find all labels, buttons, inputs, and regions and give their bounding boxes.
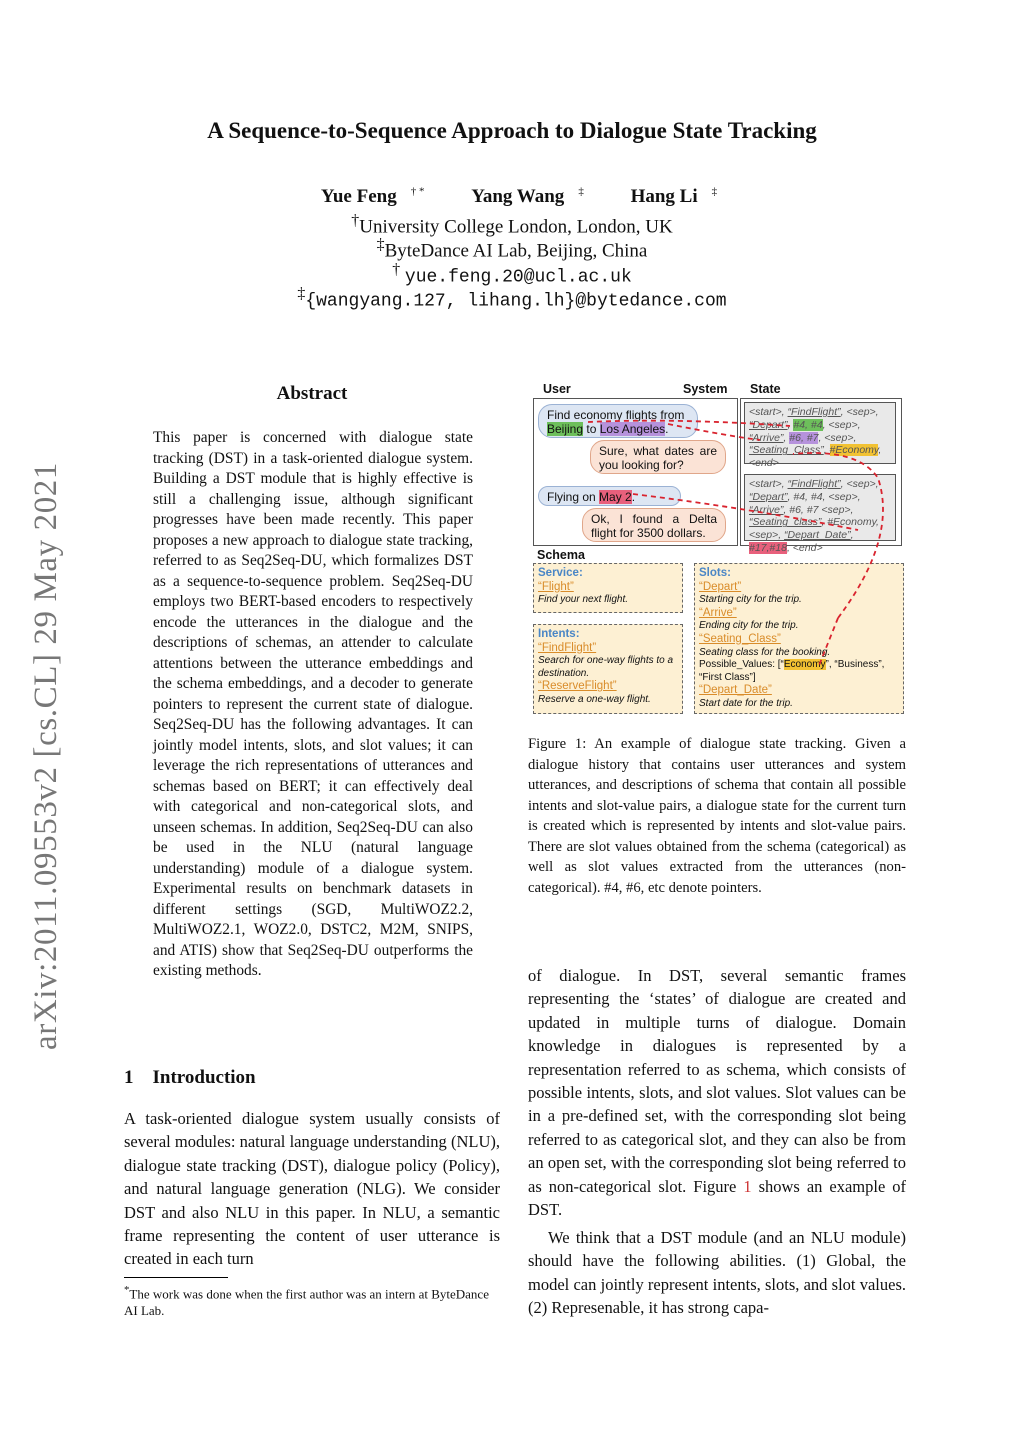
abstract-heading: Abstract [276, 383, 348, 404]
fig-header-user: User [543, 382, 571, 396]
system-utterance-2: Ok, I found a Delta flight for 3500 dollars. [582, 508, 726, 542]
intro-paragraph-2: We think that a DST module (and an NLU module) should have the following abilities. (1) Global, the model can jointly represent intents, slots, and slot values. (2) Represenable, it has strong capa- [528, 1228, 906, 1318]
footnote-rule [124, 1277, 228, 1278]
schema-intents: Intents: “FindFlight” Search for one-way flights to a destination. “ReserveFlight” Reserve a one-way flight. [533, 624, 683, 714]
author: Yang Wang ‡ [471, 186, 584, 208]
fig-header-schema: Schema [537, 548, 585, 562]
abstract-text: This paper is concerned with dialogue state tracking (DST) in a task-oriented dialogue system. Building a DST module that is highly effective is still a challenging issue, although significant progresses have been made recently. This paper proposes a new approach to dialogue state tracking, referred to as Seq2Seq-DU, which formalizes DST as a sequence-to-sequence problem. Seq2Seq-DU employs two BERT-based encoders to respectively encode the utterances in the dialogue and the descriptions of schemas, an attender to calculate attentions between the utterance embeddings and the schema embeddings, and a decoder to generate pointers to represent the current state of dialogue. Seq2Seq-DU has the following advantages. It can jointly model intents, slots, and slot values; it can leverage the rich representations of utterances and schemas based on BERT; it can effectively deal with categorical and non-categorical slots, and unseen schemas. In addition, Seq2Seq-DU can also be used in the NLU (natural language understanding) module of a dialogue system. Experimental results on benchmark datasets in different settings (SGD, MultiWOZ2.2, MultiWOZ2.1, WOZ2.0, DSTC2, M2M, SNIPS, and ATIS) show that Seq2Seq-DU outperforms the existing methods. [153, 429, 473, 979]
arrow-date [633, 494, 858, 530]
author: Hang Li ‡ [630, 186, 718, 208]
pointer-arrows [528, 378, 908, 718]
state-turn-2: <start>, “FindFlight”, <sep>, “Depart”, #4, #4, <sep>, “Arrive”, #6, #7 <sep>, “Seating_class”, #Economy, <sep>, “Depart_Date”, #17,#18, <end> [744, 474, 896, 541]
figure-reference-link[interactable]: 1 [743, 1176, 752, 1196]
fig-header-system: System [683, 382, 728, 396]
figure-1 [528, 378, 908, 718]
arrow-economy-tail [818, 618, 838, 668]
state-turn-1: <start>, “FindFlight”, <sep>, “Depart”, #4, #4, <sep>, “Arrive”, #6, #7, <sep>, “Seating_Class”, #Economy, <end> [744, 402, 896, 464]
author: Yue Feng † * [320, 186, 425, 208]
footnote: *The work was done when the first author was an intern at ByteDance AI Lab. [124, 1284, 489, 1319]
intro-paragraph-1: A task-oriented dialogue system usually consists of several modules: natural language understanding (NLU), dialogue state tracking (DST), dialogue policy (Policy), and natural language generation (NLG). We consider DST and also NLU in this paper. In NLU, a semantic frame representing the content of user utterance is created in each turn [124, 1109, 500, 1269]
schema-slots: Slots: “Depart” Starting city for the trip. “Arrive” Ending city for the trip. “Seating_Class” Seating class for the booking. Possible_Values: [“Economy”, “Business”, “First Class”] “Depart_Date” Start date for the trip. [694, 563, 904, 714]
user-utterance-1: Find economy flights from Beijing to Los Angeles. [538, 404, 698, 438]
section-heading-introduction: 1 Introduction [124, 1067, 256, 1088]
figure-caption: Figure 1: An example of dialogue state tracking. Given a dialogue history that contains user utterances and system utterances, and descriptions of schema that contain all possible intents and slot-value pairs, a dialogue state for the current turn is created which is represented by intents and slot-value pairs. There are slot values obtained from the schema (categorical) as well as slot values extracted from the utterances (non-categorical). #4, #6, etc denote pointers. [528, 736, 906, 896]
arrow-la [668, 424, 760, 440]
arxiv-identifier: arXiv:2011.09553v2 [cs.CL] 29 May 2021 [28, 461, 64, 1050]
user-utterance-2: Flying on May 2. [538, 486, 681, 506]
affiliation-2: ‡ByteDance AI Lab, Beijing, China [376, 236, 648, 262]
author-list [0, 186, 1024, 208]
fig-header-state: State [750, 382, 781, 396]
affiliation-1: †University College London, London, UK [351, 212, 673, 238]
intro-paragraph-1-cont: of dialogue. In DST, several semantic frames representing the ‘states’ of dialogue are created and updated in multiple turns of dialogue. Domain knowledge in dialogues is represented by a representation referred to as schema, which consists of possible intents, slots, and slot values. Slot values can be in a pre-defined set, with the corresponding slot being referred to as categorical slot, and they can also be from an open set, with the corresponding slot being referred to as non-categorical slot. Figure 1 shows an example of DST. [528, 966, 907, 1220]
system-utterance-1: Sure, what dates are you looking for? [590, 440, 726, 474]
email-2: ‡{wangyang.127, lihang.lh}@bytedance.com [297, 285, 727, 312]
arrow-economy [793, 453, 883, 618]
paper-title: A Sequence-to-Sequence Approach to Dialogue State Tracking [207, 118, 817, 143]
email-1: † yue.feng.20@ucl.ac.uk [392, 261, 632, 288]
schema-service: Service: “Flight” Find your next flight. [533, 563, 683, 613]
arrow-beijing [588, 421, 790, 426]
